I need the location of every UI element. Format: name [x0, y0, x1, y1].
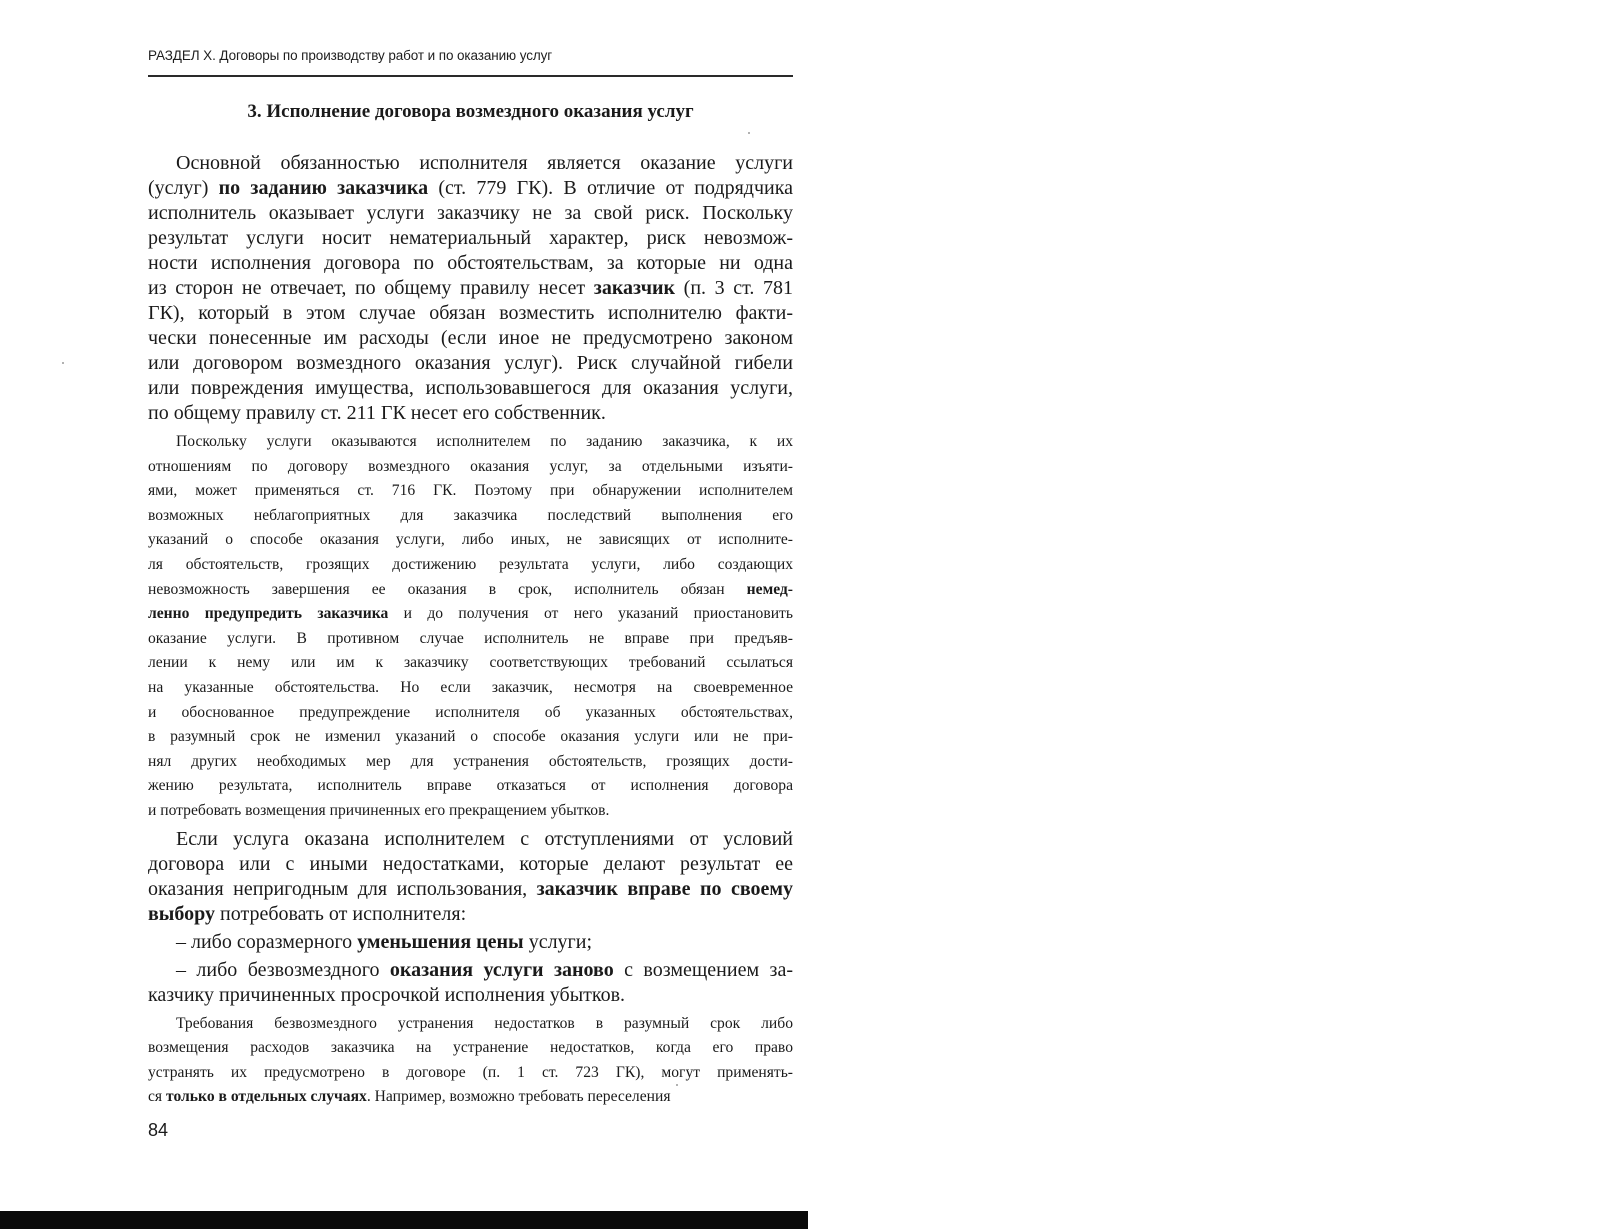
page-number: 84	[148, 1120, 169, 1140]
text-line	[148, 553, 793, 578]
text-run: оказания непригодным для использования,	[148, 877, 537, 900]
text-line	[148, 455, 793, 480]
bold-term: ленно предупредить заказчика	[148, 605, 389, 623]
text-line	[148, 1012, 793, 1037]
text-line	[148, 930, 793, 955]
scan-speck	[748, 132, 750, 134]
text-run: устранять их предусмотрено в договоре (п. 1 ст. 723 ГК), могут применять-	[148, 1063, 793, 1081]
bold-term: только в отдельных случаях	[166, 1088, 367, 1106]
text-line	[148, 983, 793, 1008]
paragraph-6	[148, 1012, 793, 1110]
text-run: Требования безвозмездного устранения недостатков в разумный срок либо	[176, 1014, 793, 1032]
text-run: жению результата, исполнитель вправе отказаться от исполнения договора	[148, 777, 793, 795]
text-run: ности исполнения договора по обстоятельствам, за которые ни одна	[148, 252, 793, 274]
text-run: Поскольку услуги оказываются исполнителем по заданию заказчика, к их	[176, 433, 793, 450]
text-run: и потребовать возмещения причиненных его прекращением убытков.	[148, 801, 610, 819]
text-run: (услуг)	[148, 177, 219, 199]
section-title: 3. Исполнение договора возмездного оказания услуг	[247, 101, 694, 122]
text-run: – либо соразмерного	[176, 930, 358, 953]
paragraph-4-list-item	[148, 930, 793, 955]
text-run: нял других необходимых мер для устранения обстоятельств, грозящих дости-	[148, 752, 793, 770]
text-line	[148, 326, 793, 351]
text-run: ями, может применяться ст. 716 ГК. Поэтому при обнаружении исполнителем	[148, 482, 793, 500]
text-line	[148, 251, 793, 276]
text-run: ля обстоятельств, грозящих достижению результата услуги, либо создающих	[148, 555, 793, 573]
paragraph-3	[148, 827, 793, 927]
text-run: ся	[148, 1088, 166, 1106]
text-run: . Например, возможно требовать переселения	[366, 1088, 671, 1106]
text-line	[148, 276, 793, 301]
text-line	[148, 1061, 793, 1086]
text-run: ГК), который в этом случае обязан возместить исполнителю факти-	[148, 302, 793, 324]
text-line	[148, 301, 793, 326]
text-line	[148, 651, 793, 676]
text-line	[148, 774, 793, 799]
text-run: указаний о способе оказания услуги, либо иных, не зависящих от исполните-	[148, 531, 793, 549]
text-run: чески понесенные им расходы (если иное не предусмотрено законом	[148, 327, 793, 349]
text-line	[148, 528, 793, 553]
bold-term: уменьшения цены	[357, 930, 524, 953]
text-line	[148, 701, 793, 726]
text-line	[148, 799, 793, 824]
text-run: исполнитель оказывает услуги заказчику не за свой риск. Поскольку	[148, 202, 793, 224]
bold-term: по заданию заказчика	[218, 177, 429, 199]
text-run: с возмещением за-	[613, 958, 793, 981]
scan-speck	[676, 1084, 678, 1086]
body-text	[148, 148, 793, 1110]
text-line	[148, 827, 793, 852]
header-rule	[148, 75, 793, 77]
paragraph-5-list-item	[148, 958, 793, 1008]
text-run: по общему правилу ст. 211 ГК несет его собственник.	[148, 402, 606, 424]
text-run: (ст. 779 ГК). В отличие от подрядчика	[428, 177, 793, 199]
text-line	[148, 1085, 793, 1110]
text-line	[148, 750, 793, 775]
text-line	[148, 852, 793, 877]
running-head: РАЗДЕЛ X. Договоры по производству работ и по оказанию услуг	[148, 48, 553, 63]
text-line	[148, 201, 793, 226]
bold-term: выбору	[148, 902, 216, 925]
text-line	[148, 176, 793, 201]
text-line	[148, 676, 793, 701]
text-run: услуги;	[523, 930, 593, 953]
text-run: лении к нему или им к заказчику соответствующих требований ссылаться	[148, 654, 793, 672]
text-run: и обоснованное предупреждение исполнителя об указанных обстоятельствах,	[148, 703, 793, 721]
text-run: возможных неблагоприятных для заказчика последствий выполнения его	[148, 506, 793, 524]
text-line	[148, 958, 793, 983]
text-run: невозможность завершения ее оказания в срок, исполнитель обязан	[148, 580, 747, 598]
text-run: из сторон не отвечает, по общему правилу несет	[148, 277, 594, 299]
scan-speck	[62, 362, 64, 364]
text-run: отношениям по договору возмездного оказания услуг, за отдельными изъяти-	[148, 457, 793, 475]
text-run: на указанные обстоятельства. Но если заказчик, несмотря на своевременное	[148, 678, 793, 696]
text-run: оказание услуги. В противном случае исполнитель не вправе при предъяв-	[148, 629, 793, 647]
text-line	[148, 479, 793, 504]
text-line	[148, 627, 793, 652]
text-line	[148, 725, 793, 750]
paragraph-1	[148, 151, 793, 426]
text-line	[148, 578, 793, 603]
text-run: договора или с иными недостатками, которые делают результат ее	[148, 852, 793, 875]
text-line	[148, 151, 793, 176]
text-run: Основной обязанностью исполнителя является оказание услуги	[176, 152, 793, 174]
text-run: в разумный срок не изменил указаний о способе оказания услуги или не при-	[148, 728, 793, 746]
text-run: Если услуга оказана исполнителем с отступлениями от условий	[176, 827, 793, 850]
bold-term: немед-	[746, 580, 793, 598]
text-run: (п. 3 ст. 781	[675, 277, 793, 299]
text-line	[148, 1036, 793, 1061]
text-line	[148, 430, 793, 455]
text-line	[148, 877, 793, 902]
bold-term: заказчик	[593, 277, 676, 299]
text-run: или повреждения имущества, использовавшегося для оказания услуги,	[148, 377, 793, 399]
text-run: потребовать от исполнителя:	[215, 902, 467, 925]
bold-term: заказчик вправе по своему	[536, 877, 793, 900]
paragraph-2	[148, 430, 793, 824]
text-line	[148, 351, 793, 376]
text-line	[148, 376, 793, 401]
text-line	[148, 902, 793, 927]
text-run: казчику причиненных просрочкой исполнения убытков.	[148, 983, 626, 1006]
text-run: возмещения расходов заказчика на устранение недостатков, когда его право	[148, 1039, 793, 1057]
text-line	[148, 401, 793, 426]
text-line	[148, 226, 793, 251]
text-run: – либо безвозмездного	[176, 958, 390, 981]
scan-edge-bar	[0, 1211, 808, 1229]
text-run: результат услуги носит нематериальный характер, риск невозмож-	[148, 227, 793, 249]
text-line	[148, 504, 793, 529]
text-run: или договором возмездного оказания услуг). Риск случайной гибели	[148, 352, 793, 374]
text-line	[148, 602, 793, 627]
bold-term: оказания услуги заново	[389, 958, 614, 981]
text-run: и до получения от него указаний приостановить	[388, 605, 793, 623]
